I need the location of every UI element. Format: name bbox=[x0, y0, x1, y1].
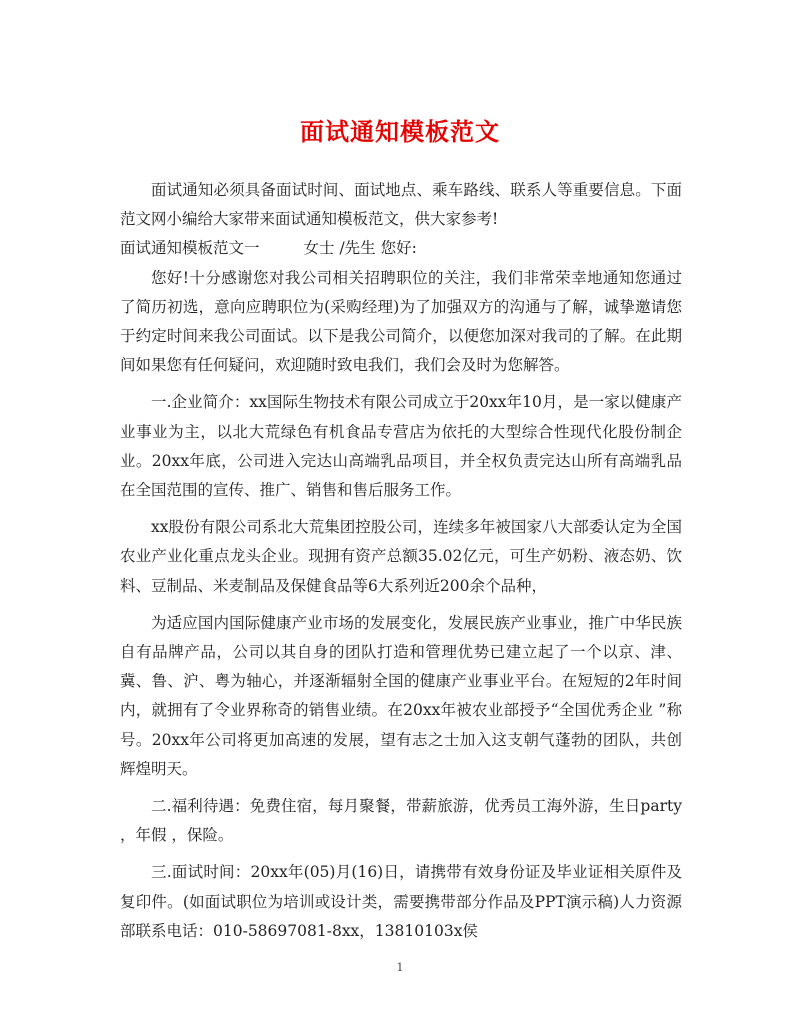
body-paragraph: 一.企业简介：xx国际生物技术有限公司成立于20xx年10月，是一家以健康产业事业为主，以北大荒绿色有机食品专营店为依托的大型综合性现代化股份制企业。20xx年底，公司进入完达山高端乳品项目，并全权负责完达山所有高端乳品在全国范围的宣传、推广、销售和售后服务工作。 bbox=[120, 393, 682, 500]
salutation: 女士 /先生 您好: bbox=[303, 239, 417, 258]
body-paragraph: 三.面试时间：20xx年(05)月(16)日，请携带有效身份证及毕业证相关原件及复印件。(如面试职位为培训或设计类，需要携带部分作品及PPT演示稿)人力资源部联系电话：010-58697081-8xx，13810103x侯 bbox=[120, 863, 682, 940]
page-number: 1 bbox=[396, 961, 404, 974]
section-heading: 面试通知模板范文一 bbox=[120, 239, 260, 258]
section-heading-line bbox=[120, 234, 682, 263]
intro-paragraph: 面试通知必须具备面试时间、面试地点、乘车路线、联系人等重要信息。下面范文网小编给大家带来面试通知模板范文，供大家参考! bbox=[120, 181, 682, 229]
body-paragraph: 您好!十分感谢您对我公司相关招聘职位的关注，我们非常荣幸地通知您通过了简历初选，意向应聘职位为(采购经理)为了加强双方的沟通与了解，诚挚邀请您于约定时间来我公司面试。以下是我公司简介，以便您加深对我司的了解。在此期间如果您有任何疑问，欢迎随时致电我们，我们会及时为您解答。 bbox=[120, 268, 682, 375]
document-title: 面试通知模板范文 bbox=[300, 117, 500, 146]
document-body bbox=[120, 176, 682, 946]
body-paragraph: 为适应国内国际健康产业市场的发展变化，发展民族产业事业，推广中华民族自有品牌产品，公司以其自身的团队打造和管理优势已建立起了一个以京、津、冀、鲁、沪、粤为轴心，并逐渐辐射全国的健康产业事业平台。在短短的2年时间内，就拥有了令业界称奇的销售业绩。在20xx年被农业部授予“全国优秀企业 ”称号。20xx年公司将更加高速的发展，望有志之士加入这支朝气蓬勃的团队，共创辉煌明天。 bbox=[120, 613, 682, 778]
body-paragraph: 二.福利待遇：免费住宿，每月聚餐，带薪旅游，优秀员工海外游，生日party ，年假 ，保险。 bbox=[120, 797, 682, 845]
body-paragraph: xx股份有限公司系北大荒集团控股公司，连续多年被国家八大部委认定为全国农业产业化重点龙头企业。现拥有资产总额35.02亿元，可生产奶粉、液态奶、饮料、豆制品、米麦制品及保健食品等6大系列近200余个品种， bbox=[120, 518, 682, 595]
